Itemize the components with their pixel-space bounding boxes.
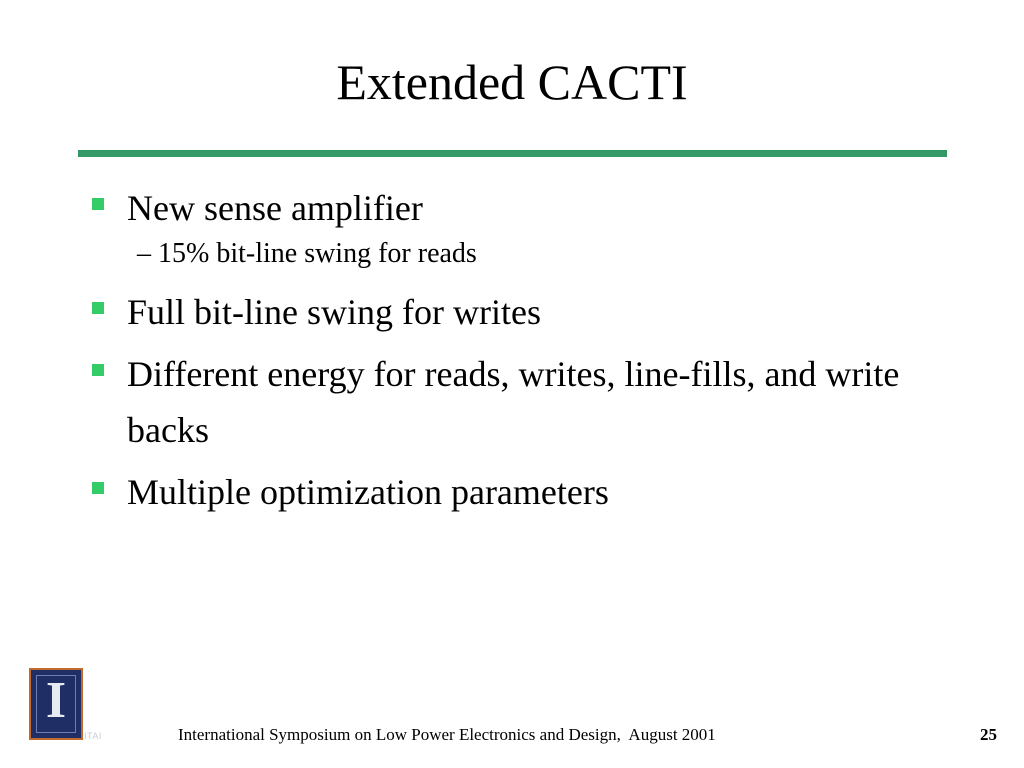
bullet-square-icon (92, 482, 104, 494)
bullet-item (90, 346, 950, 458)
bullet-item (90, 284, 950, 340)
bullet-text: Different energy for reads, writes, line-fills, and write backs (127, 354, 900, 450)
page-number: 25 (980, 725, 997, 744)
logo-letter-icon: I (45, 672, 67, 729)
bullet-text: New sense amplifier (127, 188, 423, 228)
sub-bullet-item (90, 230, 950, 278)
slide-title: Extended CACTI (336, 54, 688, 110)
bullet-square-icon (92, 302, 104, 314)
title-divider-bar (78, 150, 947, 157)
bullet-text: Multiple optimization parameters (127, 472, 609, 512)
title-divider (78, 150, 947, 157)
bullet-square-icon (92, 364, 104, 376)
university-logo (29, 668, 83, 740)
logo-mark: ITAI (84, 731, 102, 741)
footer-text: International Symposium on Low Power Electronics and Design, August 2001 (178, 725, 716, 744)
bullet-list (90, 180, 950, 520)
bullet-item (90, 180, 950, 236)
sub-bullet-text: – 15% bit-line swing for reads (137, 238, 477, 269)
bullet-text: Full bit-line swing for writes (127, 292, 541, 332)
bullet-item (90, 464, 950, 520)
bullet-square-icon (92, 198, 104, 210)
